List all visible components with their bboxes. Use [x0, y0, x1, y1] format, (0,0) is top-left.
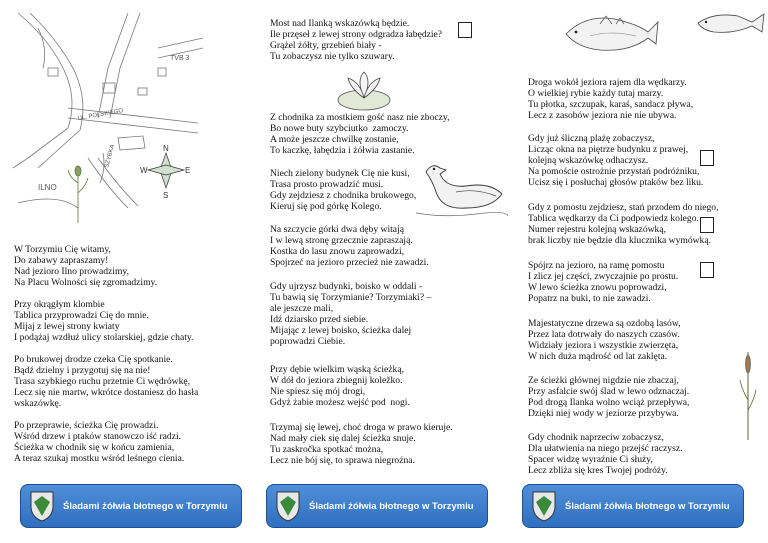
svg-text:W: W	[140, 166, 148, 175]
svg-text:N: N	[163, 144, 169, 153]
panel-3	[512, 0, 768, 543]
compass-rose-icon	[140, 144, 190, 200]
map-label-tvb: TVB 3	[170, 55, 190, 62]
stanza: Droga wokół jeziora rajem dla wędkarzy. O wielkiej rybie każdy tutaj marzy. Tu płotka, szczupak, karaś, sandacz pływa, Lecz z zasobów jeziora nie nie ubywa.	[528, 77, 694, 122]
town-crest-icon	[29, 490, 55, 522]
town-crest-icon	[275, 490, 301, 522]
svg-text:E: E	[185, 166, 191, 175]
panel-2	[256, 0, 512, 543]
water-lily-sketch-icon	[334, 68, 394, 114]
answer-checkbox[interactable]	[700, 217, 714, 233]
stanza: Przy dębie wielkim wąską ścieżką, W dół do jeziora zbiegnij koležko. Nie spiesz się mój drogi, Gdyż żabie możesz wejść pod nogi.	[270, 364, 410, 409]
answer-checkbox[interactable]	[458, 22, 472, 38]
answer-checkbox[interactable]	[700, 150, 714, 166]
stanza: Gdy z pomostu zejdziesz, stań przodem do niego, Tablica wędkarzy da Ci podpowiedz kolego. Numer rejestru kolejną wskazówką, brak liczby nie będzie dla klucznika wymówką.	[528, 202, 719, 247]
banner-title: Śladami żółwia błotnego w Torzymiu	[63, 500, 228, 512]
duck-sketch-icon	[416, 158, 508, 220]
stanza: W Torzymiu Cię witamy, Do zabawy zapraszamy! Nad jezioro Ilno prowadzimy, Na Placu Wolności się zgromadzimy.	[14, 244, 158, 289]
stanza: Gdy ujrzysz budynki, boisko w oddali - Tu bawią się Torzymianie? Torzymiaki? – ale jeszcze mali, Idź dziarsko przed siebie. Mijając z lewej boisko, ścieżka dalej poprowadzi Ciebie.	[270, 281, 432, 348]
stanza: Spójrz na jezioro, na ramę pomostu I zlicz jej części, zwyczajnie po prostu. W lewo ścieżka znowu poprowadzi, Popatrz na buki, to nie zawadzi.	[528, 260, 679, 305]
stanza: Majestatyczne drzewa są ozdobą lasów, Przez lata dotrwały do naszych czasów. Widziały jeziora i wszystkie zwierzęta, W nich duża mądrość od lat zaklęta.	[528, 318, 681, 363]
stanza: Most nad Ilanką wskazówką będzie. Ile przęseł z lewej strony odgradza łabędzie? Grążel żółty, grzebień biały - Tu zobaczysz nie tylko szuwary.	[270, 18, 443, 63]
project-banner	[266, 484, 488, 528]
hand-drawn-map	[8, 8, 208, 233]
stanza: Gdy już śliczną plażę zobaczysz, Licząc okna na piętrze budynku z prawej, kolejną wskazówkę odhaczysz. Na pomoście ostrożnie przystań podróżniku, Ucisz się i posłuchaj głosów ptaków bez liku.	[528, 133, 704, 189]
plant-sketch-icon	[68, 166, 88, 223]
stanza: Gdy chodnik naprzeciw zobaczysz, Dla ułatwienia na niego przejść raczysz. Spacer widzę wyraźnie Ci służy, Lecz zbliża się kres Twojej podróży.	[528, 432, 683, 477]
project-banner	[20, 484, 242, 528]
banner-title: Śladami żółwia błotnego w Torzymiu	[309, 500, 474, 512]
fish-sketch-icon	[560, 0, 660, 66]
stanza: Z chodnika za mostkiem gość nasz nie zboczy, Bo nowe buty szybciutko zamoczy. A może jeszcze chwilkę zostanie, To kaczkę, łabędzia i żółwia zastanie.	[270, 112, 450, 157]
svg-text:UL. POLSKIEGO: UL. POLSKIEGO	[77, 108, 124, 122]
stanza: Trzymaj się lewej, choć droga w prawo kieruje. Nad mały ciek się dalej ścieżka snuje. Tu zaskročka spotkać można, Lecz nie bój się, to sprawa niegroźna.	[270, 422, 453, 467]
stanza: Niech zielony budynek Cię nie kusi, Trasa prosto prowadzić musi. Gdy zejdziesz z chodnika brukowego, Kieruj się pod górkę Kolego.	[270, 168, 417, 213]
stanza: Po przeprawie, ścieżka Cię prowadzi. Wśród drzew i ptaków stanowczo iść radzi. Ścieżka w chodnik się w końcu zamienia, A teraz szukaj mostku wśród leśnego cienia.	[14, 420, 185, 465]
fish-sketch-icon	[694, 8, 766, 38]
stanza: Ze ścieżki głównej nigdzie nie zbaczaj, Przy asfalcie swój ślad w lewo odznaczaj. Pod drogą Ilanka wolno wciąż przepływa, Dzięki niej wody w jeziorze przybywa.	[528, 375, 690, 420]
stanza: Przy okrągłym klombie Tablica przyprowadzi Cię do mnie. Mijaj z lewej strony kwiaty I podążaj wzdłuż ulicy stolarskiej, gdzie chaty.	[14, 299, 194, 344]
stanza: Po brukowej drodze czeka Cię spotkanie. Bądź dzielny i przygotuj się na nie! Trasa szybkiego ruchu przetnie Ci wędrówkę, Lecz się nie martw, wkrótce dostaniesz do hasła wskazówkę.	[14, 354, 199, 410]
svg-text:SZYBKA: SZYBKA	[104, 144, 117, 169]
svg-text:S: S	[163, 191, 169, 200]
banner-title: Śladami żółwia błotnego w Torzymiu	[565, 500, 730, 512]
panel-1	[0, 0, 256, 543]
stanza: Na szczycie górki dwa dęby witają I w lewą stronę grzecznie zapraszają. Kostka do lasu znowu zaprowadzi, Spojrzeć na jezioro przecież nie zawadzi.	[270, 224, 429, 269]
answer-checkbox[interactable]	[700, 262, 714, 278]
reed-sketch-icon	[738, 350, 758, 442]
map-label-ilno: ILNO	[38, 183, 57, 192]
town-crest-icon	[531, 490, 557, 522]
project-banner	[522, 484, 744, 528]
